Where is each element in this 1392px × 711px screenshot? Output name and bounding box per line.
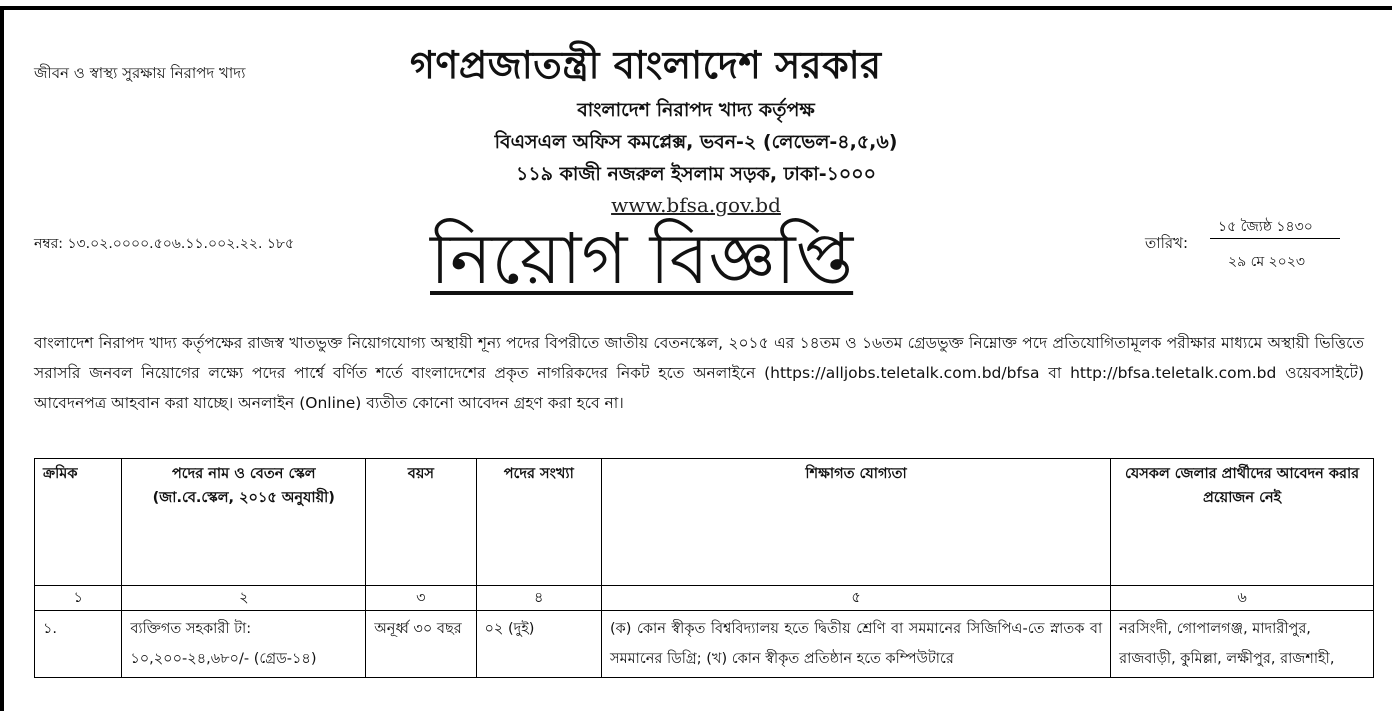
post-cell: ব্যক্তিগত সহকারী টা: ১০,২০০-২৪,৬৮০/- (গ্রেড-১৪)	[122, 611, 366, 678]
column-number-row	[35, 586, 1374, 611]
column-number: ১	[35, 586, 122, 611]
excluded-districts-cell: নরসিংদী, গোপালগঞ্জ, মাদারীপুর, রাজবাড়ী, কুমিল্লা, লক্ষীপুর, রাজশাহী,	[1111, 611, 1374, 678]
intro-paragraph: বাংলাদেশ নিরাপদ খাদ্য কর্তৃপক্ষের রাজস্ব খাতভুক্ত নিয়োগযোগ্য অস্থায়ী শূন্য পদের বিপরীতে জাতীয় বেতনস্কেল, ২০১৫ এর ১৪তম ও ১৬তম গ্রেডভুক্ত নিম্নোক্ত পদে প্রতিযোগিতামূলক পরীক্ষার মাধ্যমে অস্থায়ী ভিত্তিতে সরাসরি জনবল নিয়োগের লক্ষ্যে পদের পার্শ্বে বর্ণিত শর্তে বাংলাদেশের প্রকৃত নাগরিকদের নিকট হতে অনলাইনে (https://alljobs.teletalk.com.bd/bfsa বা http://bfsa.teletalk.com.bd ওয়েবসাইটে) আবেদনপত্র আহবান করা যাচ্ছে। অনলাইন (Online) ব্যতীত কোনো আবেদন গ্রহণ করা হবে না।	[34, 334, 1364, 412]
column-number: ৩	[366, 586, 476, 611]
column-number: ৪	[476, 586, 602, 611]
count-cell: ০২ (দুই)	[476, 611, 602, 678]
website-link[interactable]: www.bfsa.gov.bd	[611, 193, 781, 217]
street-address: ১১৯ কাজী নজরুল ইসলাম সড়ক, ঢাকা-১০০০	[516, 163, 876, 185]
age-cell: অনূর্ধ্ব ৩০ বছর	[366, 611, 476, 678]
page-border-top	[0, 6, 1392, 10]
header-count: পদের সংখ্যা	[476, 459, 602, 586]
date-bangla: ১৫ জ্যৈষ্ঠ ১৪৩০	[1218, 219, 1313, 235]
date-label: তারিখ:	[1145, 234, 1189, 252]
government-title: গণপ্রজাতন্ত্রী বাংলাদেশ সরকার	[410, 43, 882, 87]
header-excluded-districts: যেসকল জেলার প্রার্থীদের আবেদন করার প্রয়োজন নেই	[1111, 459, 1374, 586]
column-number: ২	[122, 586, 366, 611]
column-number: ৫	[602, 586, 1111, 611]
header-age: বয়স	[366, 459, 476, 586]
qualification-cell: (ক) কোন স্বীকৃত বিশ্ববিদ্যালয় হতে দ্বিতীয় শ্রেণি বা সমমানের সিজিপিএ-তে স্নাতক বা সমমানের ডিগ্রি; (খ) কোন স্বীকৃত প্রতিষ্ঠান হতে কম্পিউটারে	[602, 611, 1111, 678]
header-post: পদের নাম ও বেতন স্কেল (জা.বে.স্কেল, ২০১৫ অনুযায়ী)	[122, 459, 366, 586]
authority-name: বাংলাদেশ নিরাপদ খাদ্য কর্তৃপক্ষ	[577, 99, 815, 121]
memo-number: নম্বর: ১৩.০২.০০০০.৫০৬.১১.০০২.২২. ১৮৫	[34, 236, 295, 252]
date-divider	[1210, 238, 1340, 239]
column-number: ৬	[1111, 586, 1374, 611]
header-qualification: শিক্ষাগত যোগ্যতা	[602, 459, 1111, 586]
date-english: ২৯ মে ২০২৩	[1228, 254, 1305, 270]
tagline: জীবন ও স্বাস্থ্য সুরক্ষায় নিরাপদ খাদ্য	[34, 64, 246, 82]
table-header-row	[35, 459, 1374, 586]
notice-title: নিয়োগ বিজ্ঞপ্তি	[430, 218, 854, 300]
header-serial: ক্রমিক	[35, 459, 122, 586]
table-row	[35, 611, 1374, 678]
office-address: বিএসএল অফিস কমপ্লেক্স, ভবন-২ (লেভেল-৪,৫,৬)	[494, 131, 898, 153]
serial-cell: ১.	[35, 611, 122, 678]
posts-table	[34, 458, 1374, 678]
